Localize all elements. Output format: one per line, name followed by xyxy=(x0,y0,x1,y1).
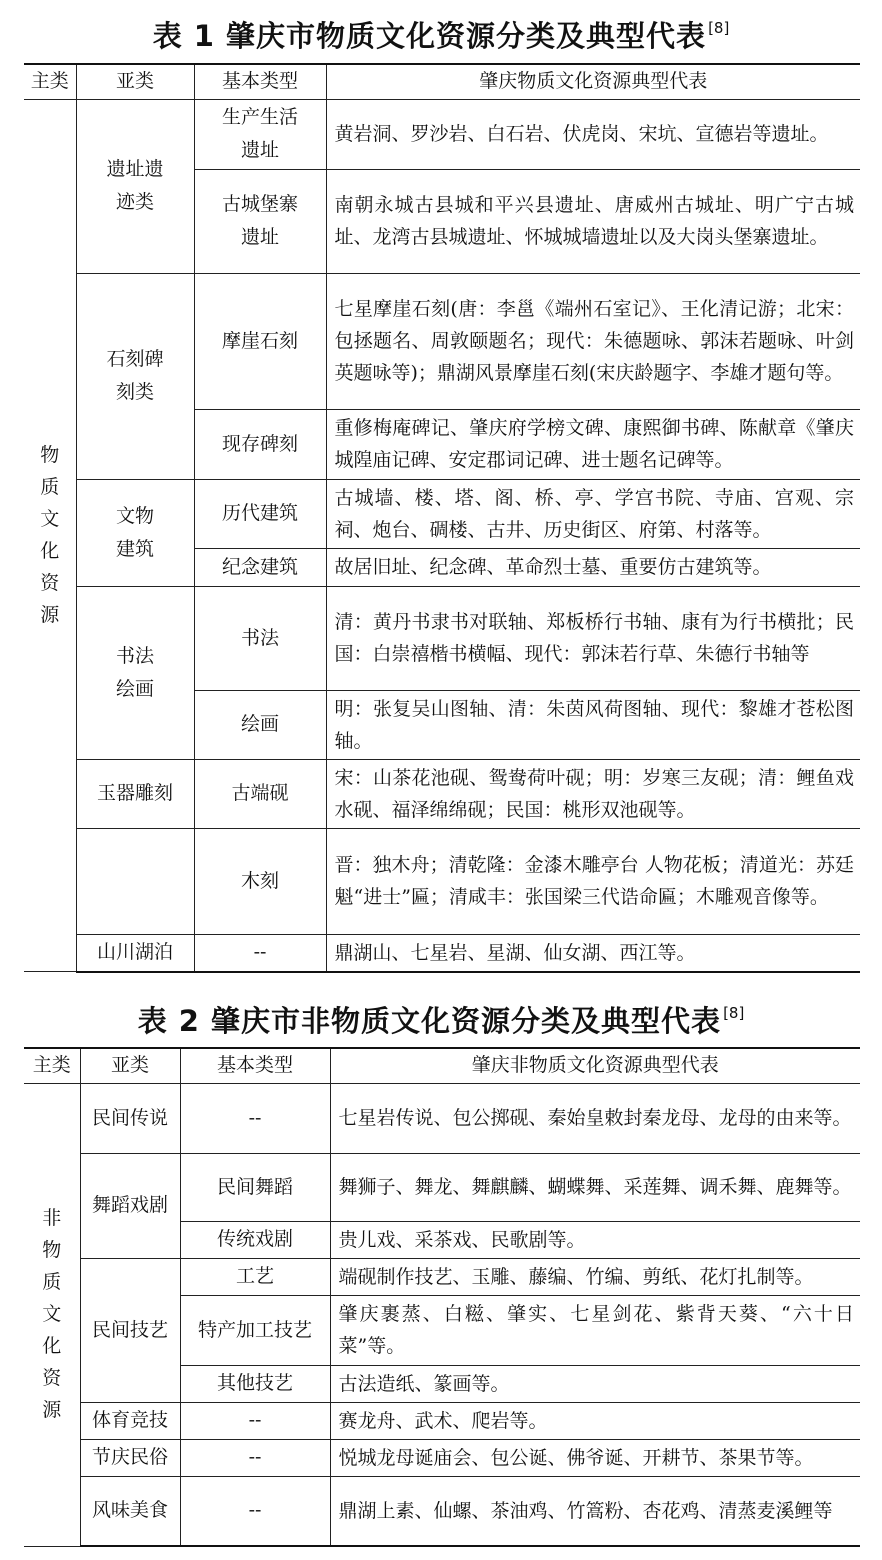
table1-type: 历代建筑 xyxy=(194,479,326,548)
table2-subclass: 体育竞技 xyxy=(80,1402,180,1439)
table2-rep: 悦城龙母诞庙会、包公诞、佛爷诞、开耕节、茶果节等。 xyxy=(330,1439,860,1476)
table2-caption xyxy=(0,999,882,1040)
table2-header-rep: 肇庆非物质文化资源典型代表 xyxy=(330,1048,860,1083)
table2-header-row xyxy=(24,1048,860,1083)
table1-type: 纪念建筑 xyxy=(194,548,326,586)
table1-type: 生产生活遗址 xyxy=(194,99,326,169)
table-row xyxy=(24,99,860,169)
table-row xyxy=(24,479,860,548)
table1-type: 现存碑刻 xyxy=(194,409,326,479)
table1-header-sub: 亚类 xyxy=(76,64,194,99)
table1-type: 古端砚 xyxy=(194,759,326,828)
table2-rep: 七星岩传说、包公掷砚、秦始皇敕封秦龙母、龙母的由来等。 xyxy=(330,1083,860,1153)
table1-main-class: 物质文化资源 xyxy=(24,99,76,972)
table1-subclass: 遗址遗迹类 xyxy=(76,99,194,273)
table1-subclass: 石刻碑刻类 xyxy=(76,273,194,479)
table2-type: 特产加工技艺 xyxy=(180,1295,330,1365)
table2-header-type: 基本类型 xyxy=(180,1048,330,1083)
table-row xyxy=(24,1402,860,1439)
table1-rep: 七星摩崖石刻(唐：李邕《端州石室记》、王化清记游；北宋：包拯题名、周敦颐题名；现代：朱德题咏、郭沫若题咏、叶剑英题咏等)；鼎湖风景摩崖石刻(宋庆龄题字、李雄才题句等。 xyxy=(326,273,860,409)
table2-type: -- xyxy=(180,1083,330,1153)
table1-header-type: 基本类型 xyxy=(194,64,326,99)
table1-rep: 古城墙、楼、塔、阁、桥、亭、学宫书院、寺庙、宫观、宗祠、炮台、碉楼、古井、历史街区、府第、村落等。 xyxy=(326,479,860,548)
table2-type: 其他技艺 xyxy=(180,1365,330,1402)
table1-subclass: 书法绘画 xyxy=(76,586,194,759)
table1-rep: 宋：山茶花池砚、鸳鸯荷叶砚；明：岁寒三友砚；清：鲤鱼戏水砚、福泽绵绵砚；民国：桃形双池砚等。 xyxy=(326,759,860,828)
table2-reference: [8] xyxy=(723,1004,745,1022)
table1-subclass: 玉器雕刻 xyxy=(76,759,194,828)
table2-subclass: 民间传说 xyxy=(80,1083,180,1153)
table2-rep: 古法造纸、篆画等。 xyxy=(330,1365,860,1402)
table2-type: 民间舞蹈 xyxy=(180,1153,330,1221)
table2-subclass: 舞蹈戏剧 xyxy=(80,1153,180,1258)
table2-rep: 肇庆裹蒸、白糍、肇实、七星剑花、紫背天葵、“六十日菜”等。 xyxy=(330,1295,860,1365)
table2-rep: 赛龙舟、武术、爬岩等。 xyxy=(330,1402,860,1439)
table-row xyxy=(24,934,860,972)
table2-main-class: 非物质文化资源 xyxy=(24,1083,80,1546)
table1-header-row xyxy=(24,64,860,99)
table1-caption xyxy=(0,14,882,55)
table1-type: -- xyxy=(194,934,326,972)
table2 xyxy=(24,1047,860,1547)
table1-rep: 南朝永城古县城和平兴县遗址、唐威州古城址、明广宁古城址、龙湾古县城遗址、怀城城墙遗址以及大岗头堡寨遗址。 xyxy=(326,169,860,273)
table1-subclass: 山川湖泊 xyxy=(76,934,194,972)
table1-rep: 鼎湖山、七星岩、星湖、仙女湖、西江等。 xyxy=(326,934,860,972)
table2-type: 工艺 xyxy=(180,1258,330,1295)
table-row xyxy=(24,586,860,690)
table2-subclass: 节庆民俗 xyxy=(80,1439,180,1476)
table1-type: 摩崖石刻 xyxy=(194,273,326,409)
table-row xyxy=(24,1153,860,1221)
table1-subclass: 文物建筑 xyxy=(76,479,194,586)
table-row xyxy=(24,759,860,828)
table1-header-main: 主类 xyxy=(24,64,76,99)
table-row xyxy=(24,1083,860,1153)
table2-rep: 鼎湖上素、仙螺、茶油鸡、竹篙粉、杏花鸡、清蒸麦溪鲤等 xyxy=(330,1476,860,1546)
table1 xyxy=(24,63,860,973)
table2-header-sub: 亚类 xyxy=(80,1048,180,1083)
table1-rep: 重修梅庵碑记、肇庆府学榜文碑、康熙御书碑、陈献章《肇庆城隍庙记碑、安定郡词记碑、进士题名记碑等。 xyxy=(326,409,860,479)
table2-subclass: 风味美食 xyxy=(80,1476,180,1546)
table-row xyxy=(24,273,860,409)
table1-rep: 清：黄丹书隶书对联轴、郑板桥行书轴、康有为行书横批；民国：白崇禧楷书横幅、现代：郭沫若行草、朱德行书轴等 xyxy=(326,586,860,690)
table1-reference: [8] xyxy=(708,19,730,37)
table1-subclass-empty xyxy=(76,828,194,934)
table2-rep: 端砚制作技艺、玉雕、藤编、竹编、剪纸、花灯扎制等。 xyxy=(330,1258,860,1295)
table1-type: 古城堡寨遗址 xyxy=(194,169,326,273)
table2-rep: 舞狮子、舞龙、舞麒麟、蝴蝶舞、采莲舞、调禾舞、鹿舞等。 xyxy=(330,1153,860,1221)
table-row xyxy=(24,828,860,934)
table-row xyxy=(24,1439,860,1476)
table1-rep: 故居旧址、纪念碑、革命烈士墓、重要仿古建筑等。 xyxy=(326,548,860,586)
table1-type: 木刻 xyxy=(194,828,326,934)
table1-rep: 黄岩洞、罗沙岩、白石岩、伏虎岗、宋坑、宣德岩等遗址。 xyxy=(326,99,860,169)
table1-header-rep: 肇庆物质文化资源典型代表 xyxy=(326,64,860,99)
table1-rep: 晋：独木舟；清乾隆：金漆木雕亭台 人物花板；清道光：苏廷魁“进士”匾；清咸丰：张国梁三代诰命匾；木雕观音像等。 xyxy=(326,828,860,934)
table-row xyxy=(24,1476,860,1546)
table2-type: -- xyxy=(180,1439,330,1476)
table1-type: 书法 xyxy=(194,586,326,690)
table2-type: -- xyxy=(180,1402,330,1439)
table2-rep: 贵儿戏、采茶戏、民歌剧等。 xyxy=(330,1221,860,1258)
table2-type: -- xyxy=(180,1476,330,1546)
table2-type: 传统戏剧 xyxy=(180,1221,330,1258)
table2-header-main: 主类 xyxy=(24,1048,80,1083)
table2-subclass: 民间技艺 xyxy=(80,1258,180,1402)
table1-title: 表 1 肇庆市物质文化资源分类及典型代表 xyxy=(152,19,707,53)
table-row xyxy=(24,1258,860,1295)
table1-type: 绘画 xyxy=(194,690,326,759)
table1-rep: 明：张复吴山图轴、清：朱茵风荷图轴、现代：黎雄才苍松图轴。 xyxy=(326,690,860,759)
table2-title: 表 2 肇庆市非物质文化资源分类及典型代表 xyxy=(137,1004,722,1038)
